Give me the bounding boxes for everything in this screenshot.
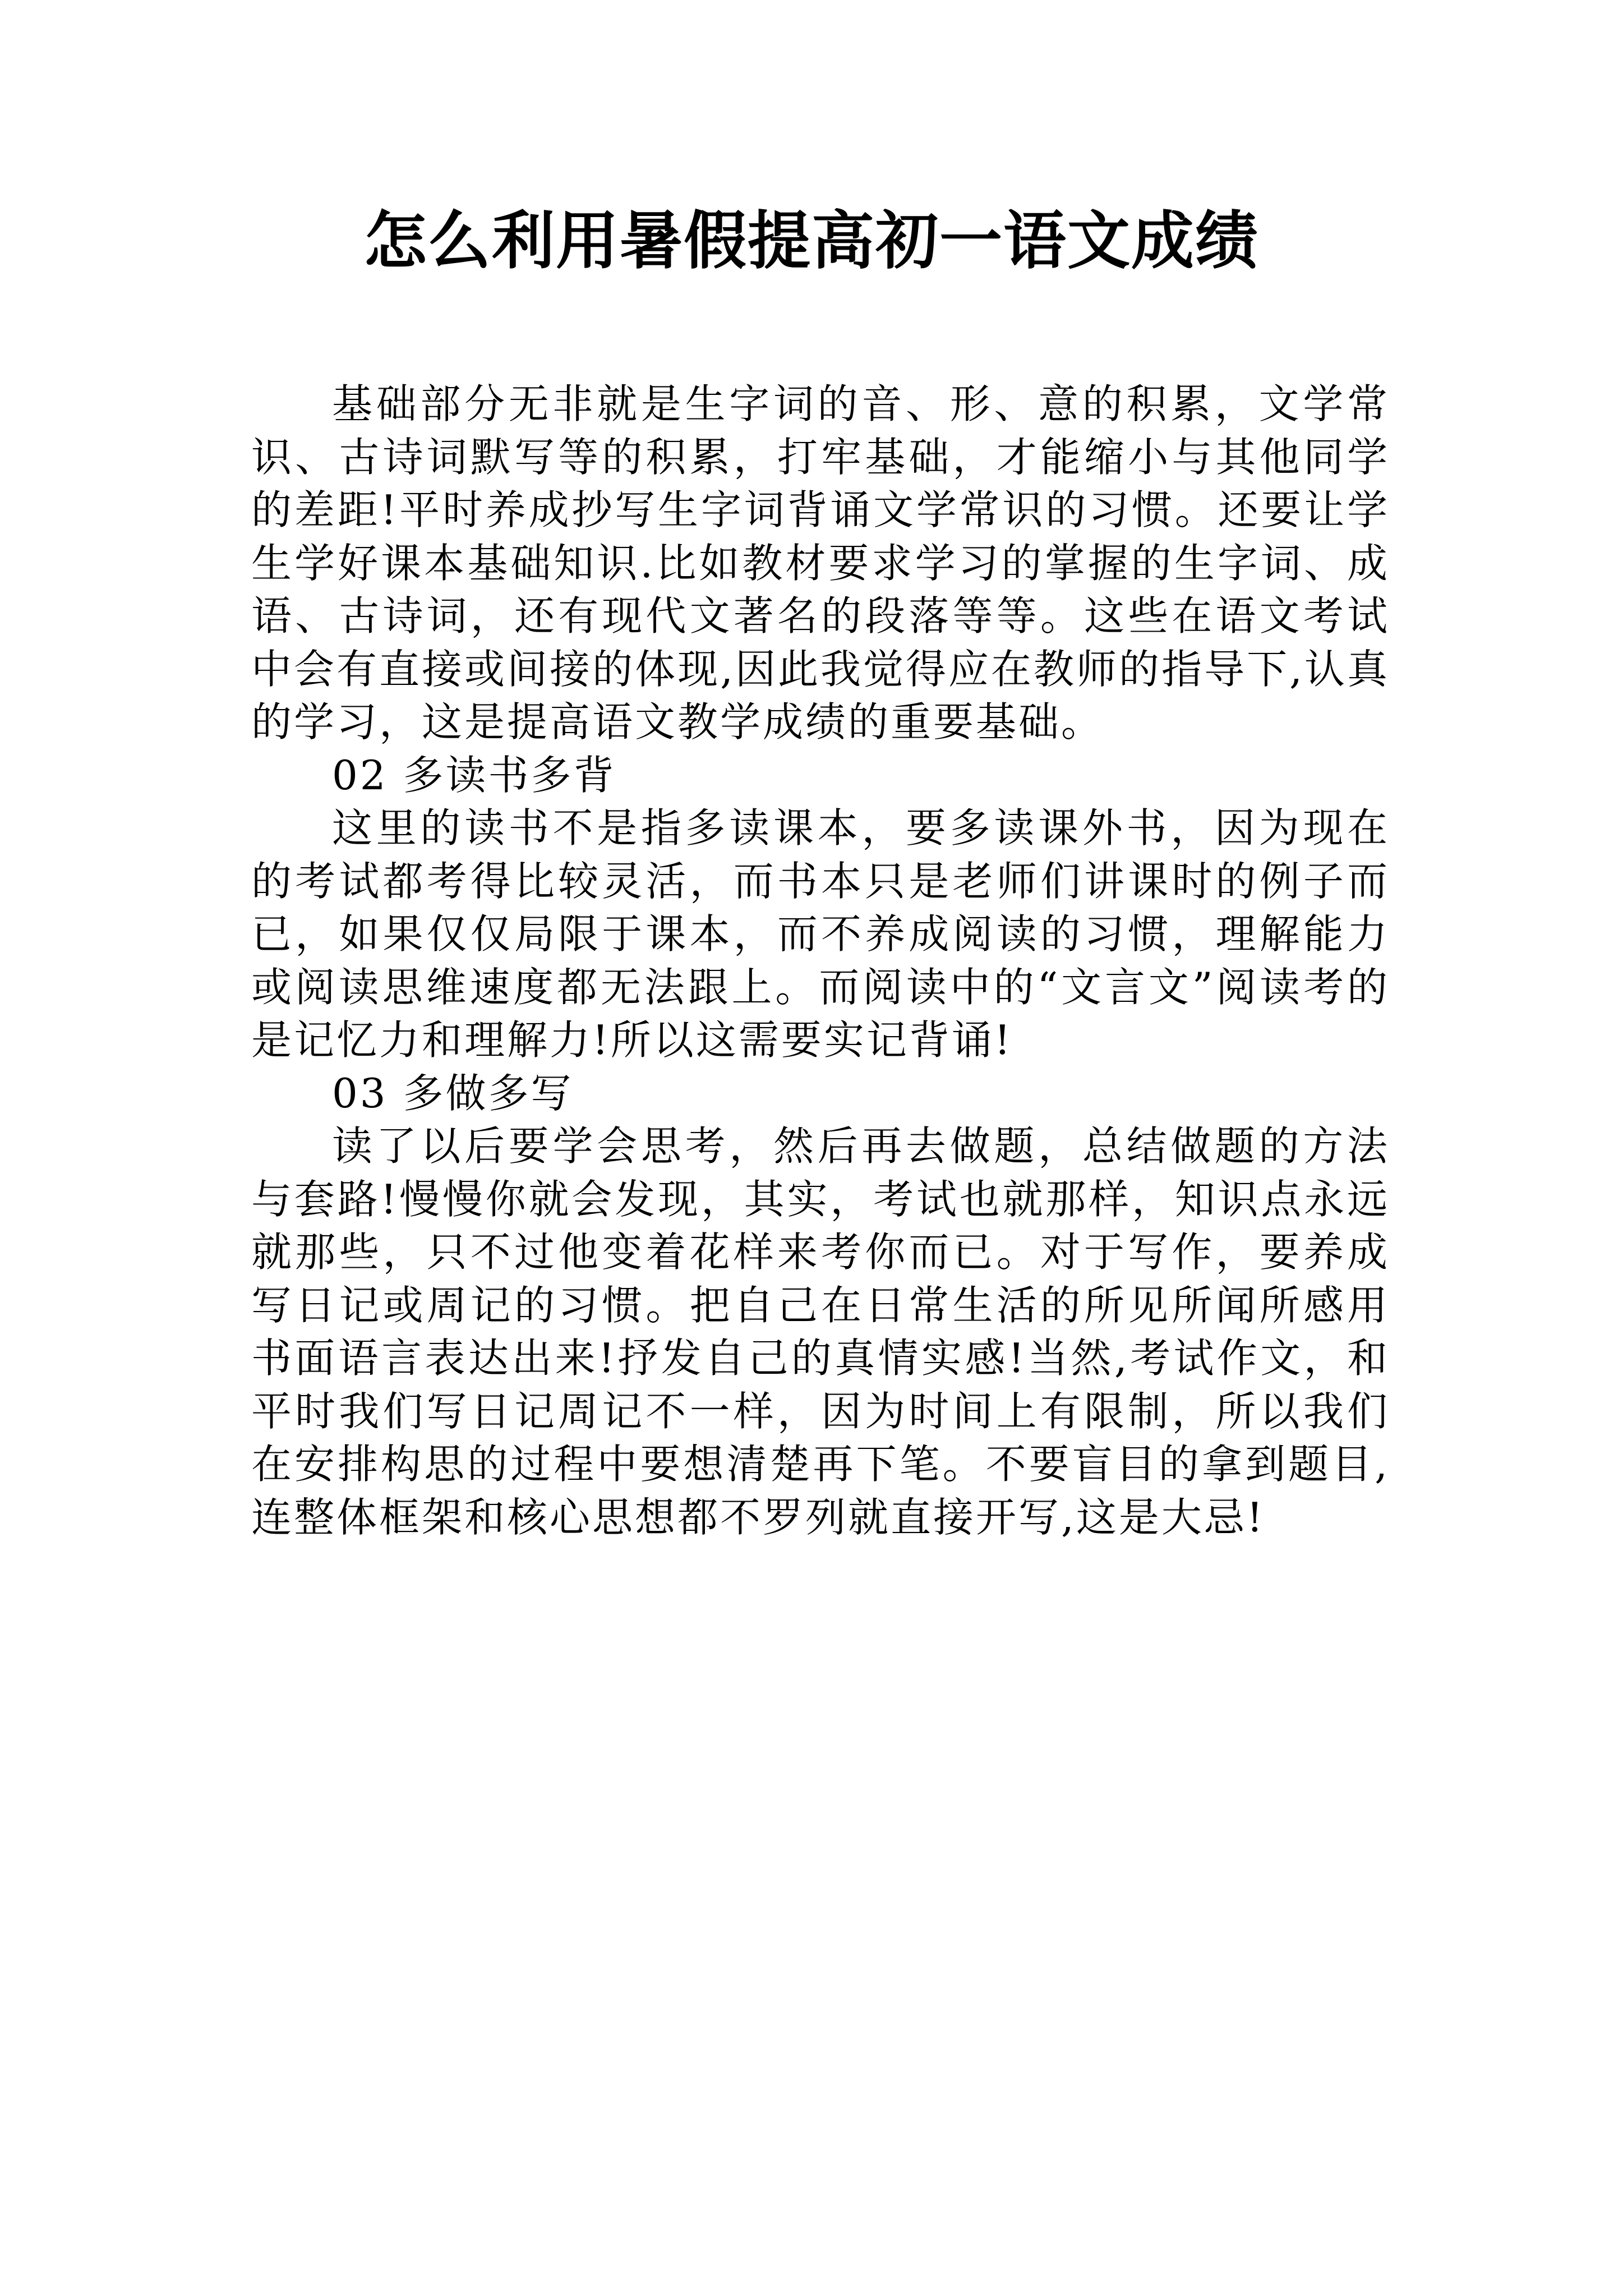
paragraph-writing: 读了以后要学会思考，然后再去做题，总结做题的方法与套路!慢慢你就会发现，其实，考试也就那样，知识点永远就那些，只不过他变着花样来考你而已。对于写作，要养成写日记或周记的习惯。把自己在日常生活的所见所闻所感用书面语言表达出来!抒发自己的真情实感!当然,考试作文，和平时我们写日记周记不一样，因为时间上有限制，所以我们在安排构思的过程中要想清楚再下笔。不要盲目的拿到题目,连整体框架和核心思想都不罗列就直接开写,这是大忌! [251, 1122, 1390, 1541]
paragraph-basics: 基础部分无非就是生字词的音、形、意的积累，文学常识、古诗词默写等的积累，打牢基础，才能缩小与其他同学的差距!平时养成抄写生字词背诵文学常识的习惯。还要让学生学好课本基础知识.比如教材要求学习的掌握的生字词、成语、古诗词，还有现代文著名的段落等等。这些在语文考试中会有直接或间接的体现,因此我觉得应在教师的指导下,认真的学习，这是提高语文教学成绩的重要基础。 [251, 380, 1390, 746]
document-body [251, 378, 1390, 1544]
section-heading-practice-more: 03 多做多写 [332, 1069, 574, 1117]
paragraph-reading: 这里的读书不是指多读课本，要多读课外书，因为现在的考试都考得比较灵活，而书本只是老师们讲课时的例子而已，如果仅仅局限于课本，而不养成阅读的习惯，理解能力或阅读思维速度都无法跟上。而阅读中的“文言文”阅读考的是记忆力和理解力!所以这需要实记背诵! [251, 804, 1390, 1064]
document-title: 怎么利用暑假提高初一语文成绩 [364, 204, 1259, 278]
section-heading-read-more: 02 多读书多背 [332, 751, 616, 799]
